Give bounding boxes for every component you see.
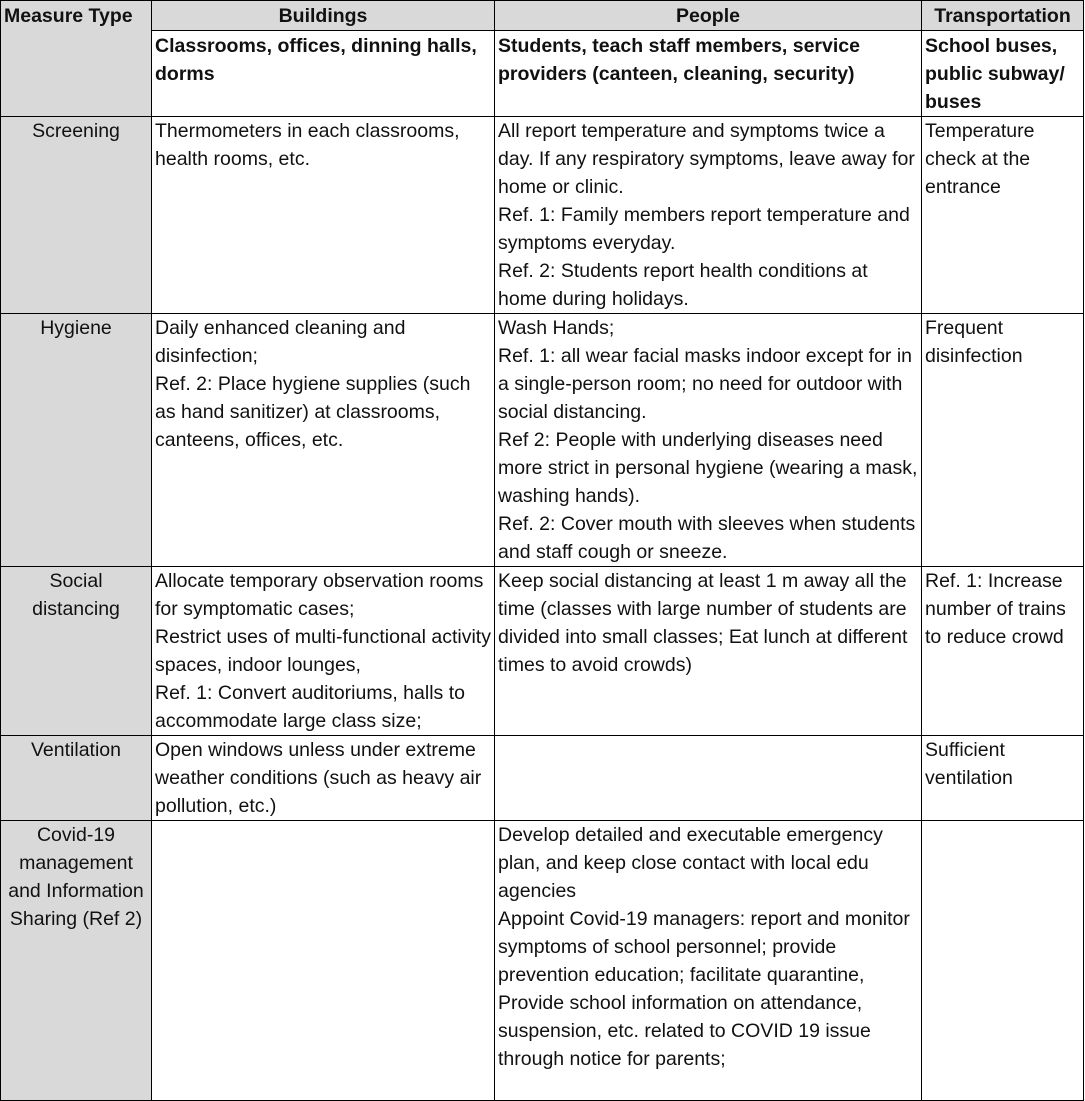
people-cell: Develop detailed and executable emergency plan, and keep close contact with local edu agencies Appoint Covid-19 managers: report and monitor symptoms of school personnel; provide prevention education; facilitate quarantine, Provide school information on attendance, suspension, etc. related to COVID 19 issue through notice for parents; bbox=[495, 821, 922, 1101]
header-transportation bbox=[922, 1, 1084, 31]
measure-type-cell: Ventilation bbox=[1, 736, 152, 821]
people-cell: Keep social distancing at least 1 m away all the time (classes with large number of students are divided into small classes; Eat lunch at different times to avoid crowds) bbox=[495, 567, 922, 736]
measure-type-cell: Hygiene bbox=[1, 314, 152, 567]
buildings-cell: Open windows unless under extreme weather conditions (such as heavy air pollution, etc.) bbox=[152, 736, 495, 821]
subheader-people bbox=[495, 31, 922, 117]
header-measure-type bbox=[1, 1, 152, 117]
people-cell bbox=[495, 736, 922, 821]
buildings-cell: Allocate temporary observation rooms for symptomatic cases; Restrict uses of multi-functional activity spaces, indoor lounges, Ref. 1: Convert auditoriums, halls to accommodate large class size; bbox=[152, 567, 495, 736]
buildings-cell: Daily enhanced cleaning and disinfection; Ref. 2: Place hygiene supplies (such as hand sanitizer) at classrooms, canteens, offices, etc. bbox=[152, 314, 495, 567]
buildings-cell bbox=[152, 821, 495, 1101]
row-covid-management bbox=[1, 821, 1084, 1101]
measure-type-cell: Screening bbox=[1, 117, 152, 314]
header-buildings-label: Buildings bbox=[278, 5, 368, 27]
people-cell: All report temperature and symptoms twice a day. If any respiratory symptoms, leave away for home or clinic. Ref. 1: Family members report temperature and symptoms everyday. Ref. 2: Students report health conditions at home during holidays. bbox=[495, 117, 922, 314]
row-social-distancing bbox=[1, 567, 1084, 736]
measure-type-cell: Social distancing bbox=[1, 567, 152, 736]
header-row bbox=[1, 1, 1084, 31]
subheader-people-label: Students, teach staff members, service providers (canteen, cleaning, security) bbox=[498, 35, 860, 85]
row-hygiene bbox=[1, 314, 1084, 567]
row-ventilation bbox=[1, 736, 1084, 821]
header-people-label: People bbox=[676, 5, 740, 27]
header-transportation-label: Transportation bbox=[934, 5, 1071, 27]
measure-type-cell: Covid-19 management and Information Sharing (Ref 2) bbox=[1, 821, 152, 1101]
header-people bbox=[495, 1, 922, 31]
transportation-cell bbox=[922, 821, 1084, 1101]
transportation-cell: Temperature check at the entrance bbox=[922, 117, 1084, 314]
people-cell: Wash Hands; Ref. 1: all wear facial masks indoor except for in a single-person room; no need for outdoor with social distancing. Ref 2: People with underlying diseases need more strict in personal hygiene (wearing a mask, washing hands). Ref. 2: Cover mouth with sleeves when students and staff cough or sneeze. bbox=[495, 314, 922, 567]
header-measure-type-label: Measure Type bbox=[4, 5, 133, 27]
subheader-buildings-label: Classrooms, offices, dinning halls, dorms bbox=[155, 35, 477, 85]
header-buildings bbox=[152, 1, 495, 31]
subheader-row bbox=[1, 31, 1084, 117]
row-screening bbox=[1, 117, 1084, 314]
transportation-cell: Frequent disinfection bbox=[922, 314, 1084, 567]
subheader-transportation bbox=[922, 31, 1084, 117]
transportation-cell: Ref. 1: Increase number of trains to reduce crowd bbox=[922, 567, 1084, 736]
subheader-buildings bbox=[152, 31, 495, 117]
subheader-transportation-label: School buses, public subway/ buses bbox=[925, 35, 1065, 113]
transportation-cell: Sufficient ventilation bbox=[922, 736, 1084, 821]
buildings-cell: Thermometers in each classrooms, health rooms, etc. bbox=[152, 117, 495, 314]
